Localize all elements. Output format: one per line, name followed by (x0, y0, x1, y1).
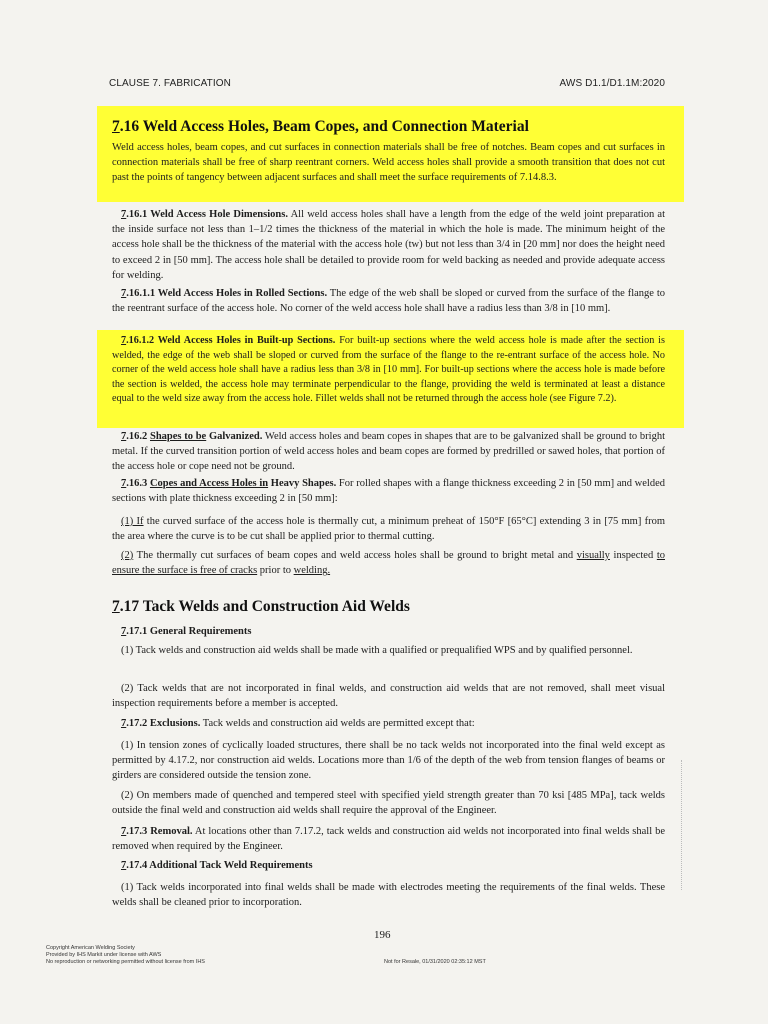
paragraph-text: Weld access holes and beam copes in shapes that are to be galvanized shall be ground to bright metal. If the curved transition portion of weld access holes and beam copes are formed by predrilled or sawed holes, that portion of the access hole or cope need not be ground. (112, 431, 665, 473)
clause-number: 7 (121, 431, 127, 442)
section-title-7-16 (112, 118, 667, 136)
list-text-underlined: welding. (293, 565, 331, 577)
clause-heading: .17.4 Additional Tack Weld Requirements (126, 860, 313, 871)
list-text: (1) In tension zones of cyclically loaded structures, there shall be no tack welds not incorporated into the final weld except as permitted by 4.17.2, nor construction aid welds. Locations more than 1/6 of the depth of the web from tension flanges of beams or girders are considered outside the tension zone. (112, 740, 665, 782)
paragraph-7-17-4-item-1 (112, 880, 665, 910)
heading-7-17-1 (112, 624, 665, 639)
heading-7-17-4 (112, 858, 665, 873)
clause-heading-end: Heavy Shapes. (268, 478, 337, 489)
clause-heading-underlined: Shapes to be (149, 431, 207, 442)
paragraph-7-17-1-item-2 (112, 681, 665, 711)
paragraph-7-16-1-2 (112, 334, 665, 407)
paragraph-7-16-1-1 (112, 286, 665, 316)
clause-heading: .16.1 Weld Access Hole Dimensions. (126, 209, 288, 220)
list-text: The thermally cut surfaces of beam copes and weld access holes shall be ground to bright metal and (133, 550, 577, 561)
list-text-underlined: visually (576, 550, 610, 561)
list-item-2 (112, 548, 665, 578)
footer-line: Copyright American Welding Society (46, 945, 135, 951)
clause-number: 7 (121, 626, 127, 637)
paragraph-text: All weld access holes shall have a length from the edge of the weld joint preparation at the inside surface not less than 1–1/2 times the thickness of the material in which the hole is made. The minimum height of the access hole shall be the thickness of the material with the access hole (tw) but not less than 3/4 in [20 mm] nor does the height need to exceed 2 in [50 mm]. The access hole shall be detailed to provide room for weld backing as needed and provide adequate access for welding. (112, 209, 665, 281)
clause-number: 7 (121, 718, 127, 729)
clause-heading: .17.2 Exclusions. (126, 718, 201, 729)
page-number: 196 (374, 929, 391, 941)
paragraph-text: The edge of the web shall be sloped or curved from the surface of the flange to the reentrant surface of the access hole. No corner of the weld access hole shall have a radius less than 3/8 in [10 mm]. (112, 288, 665, 315)
list-text: inspected (609, 550, 657, 561)
list-text-underlined: to ensure the surface is free of cracks (112, 550, 665, 577)
clause-number: 7 (121, 826, 127, 837)
clause-heading-underlined: Copes and Access Holes in (149, 478, 269, 489)
clause-heading: .16.2 (126, 431, 150, 442)
clause-heading-end: Galvanized. (206, 431, 263, 442)
footer-line: Provided by IHS Markit under license with AWS (46, 952, 162, 958)
clause-number: 7 (121, 288, 127, 299)
paragraph-text: Tack welds and construction aid welds are permitted except that: (200, 718, 475, 729)
paragraph-7-17-3 (112, 824, 665, 854)
clause-heading: .16.1.1 Weld Access Holes in Rolled Sections. (126, 288, 328, 299)
footer-line: No reproduction or networking permitted without license from IHS (46, 959, 205, 965)
clause-heading: .17.1 General Requirements (126, 626, 252, 637)
clause-number: 7 (121, 335, 127, 346)
section-number: 7 (112, 598, 120, 615)
section-title-text: .16 Weld Access Holes, Beam Copes, and Connection Material (119, 118, 529, 135)
section-number: 7 (112, 118, 120, 135)
paragraph-7-17-2 (112, 716, 665, 731)
running-header-left: CLAUSE 7. FABRICATION (109, 78, 231, 89)
paragraph-7-16-2 (112, 429, 665, 475)
list-text: (1) Tack welds incorporated into final welds shall be made with electrodes meeting the requirements of the final welds. These welds shall be cleaned prior to incorporation. (112, 882, 665, 909)
list-label: (1) If (121, 516, 144, 527)
clause-number: 7 (121, 209, 127, 220)
section-title-text: .17 Tack Welds and Construction Aid Welds (119, 598, 410, 615)
paragraph-text: For built-up sections where the weld access hole is made after the section is welded, the edge of the web shall be sloped or curved from the surface of the flange to the re-entrant surface of the access hole. No corner of the weld access hole shall have a radius less than 3/8 in [10 mm]. For built-up sections where the access hole is made before the section is welded, the access hole may terminate perpendicular to the flange, providing the weld is terminated at least a distance equal to the weld size away from the access hole. Fillet welds shall not be returned through the access hole (see Figure 7.2). (112, 335, 665, 404)
paragraph-7-16-1 (112, 207, 665, 283)
section-title-7-17 (112, 598, 667, 616)
paragraph-text: Weld access holes, beam copes, and cut surfaces in connection materials shall be free of notches. Beam copes and cut surfaces in connection materials shall be free of sharp reentrant corners. Weld access holes shall provide a smooth transition that does not cut past the points of tangency between adjacent surfaces and shall meet the surface requirements of 7.14.8.3. (112, 142, 665, 184)
footer-copyright (46, 945, 266, 966)
margin-watermark (681, 760, 684, 890)
paragraph-7-17-2-item-1 (112, 738, 665, 784)
list-item-1 (112, 514, 665, 544)
footer-resale-notice: Not for Resale, 01/31/2020 02:35:12 MST (384, 959, 486, 965)
clause-heading: .16.3 (126, 478, 150, 489)
paragraph-text: At locations other than 7.17.2, tack welds and construction aid welds not incorporated into final welds shall be removed when required by the Engineer. (112, 826, 665, 853)
clause-heading: .17.3 Removal. (126, 826, 193, 837)
paragraph-7-17-1-item-1 (112, 643, 665, 658)
running-header-right: AWS D1.1/D1.1M:2020 (559, 78, 665, 89)
paragraph-7-16 (112, 140, 665, 186)
clause-heading: .16.1.2 Weld Access Holes in Built-up Sections. (126, 335, 336, 346)
clause-number: 7 (121, 860, 127, 871)
list-text: (2) On members made of quenched and tempered steel with specified yield strength greater than 70 ksi [485 MPa], tack welds outside the final weld and construction aid welds shall require the approval of the Engineer. (112, 790, 665, 817)
list-text: the curved surface of the access hole is thermally cut, a minimum preheat of 150°F [65°C] extending 3 in [75 mm] from the area where the curve is to be cut shall be applied prior to thermal cutting. (112, 516, 665, 543)
list-text: (1) Tack welds and construction aid welds shall be made with a qualified or prequalified WPS and by qualified personnel. (121, 645, 633, 656)
list-text: (2) Tack welds that are not incorporated in final welds, and construction aid welds that are not removed, shall meet visual inspection requirements before a member is accepted. (112, 683, 665, 710)
clause-number: 7 (121, 478, 127, 489)
paragraph-7-17-2-item-2 (112, 788, 665, 818)
list-text: prior to (257, 565, 294, 577)
paragraph-text: For rolled shapes with a flange thickness exceeding 2 in [50 mm] and welded sections with plate thickness exceeding 2 in [50 mm]: (112, 478, 666, 505)
list-label: (2) (121, 550, 134, 561)
paragraph-7-16-3 (112, 476, 665, 506)
